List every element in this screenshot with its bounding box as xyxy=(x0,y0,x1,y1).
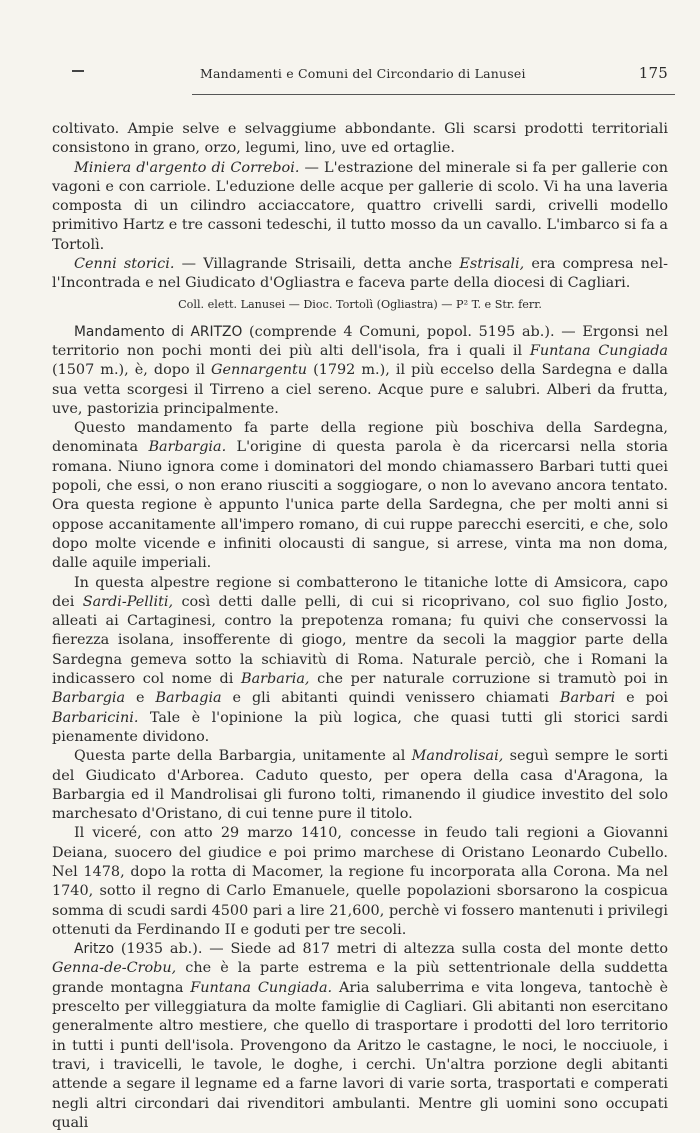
italic-term: Barbaria, xyxy=(241,671,310,688)
paragraph-text: che è la parte estrema e la più settentrionale della suddetta grande montagna xyxy=(52,960,668,996)
paragraph-text: — Villagrande Strisaili, detta anche xyxy=(174,256,460,273)
page-number: 175 xyxy=(638,64,668,82)
italic-term: Sardi-Pelliti, xyxy=(82,593,174,610)
paragraph-text: e xyxy=(125,690,156,707)
italic-term: Estrisali, xyxy=(459,256,525,273)
paragraph-cenni-storici xyxy=(52,255,668,294)
paragraph-text: Tale è l'opinione la più logica, che quasi tutti gli storici sardi pienamente dividono. xyxy=(52,709,668,745)
section-heading: Mandamento di ARITZO xyxy=(74,323,243,340)
italic-term: Gennargentu xyxy=(210,362,308,379)
italic-term: Barbaricini. xyxy=(52,709,139,726)
paragraph-mandamento-aritzo xyxy=(52,323,668,419)
italic-term: Mandrolisai, xyxy=(411,748,504,765)
paragraph-text: — L'estrazione del minerale si fa per gallerie con vagoni e con carriole. L'eduzione delle acque per gallerie di scolo. Vi ha una laveria composta di un cilindro acciaccatore, quattro crivelli sardi, crivelli modello primitivo Hartz e tre cassoni tedeschi, il tutto mosso da un cavallo. L'imbarco si fa a Tortolì. xyxy=(52,159,669,253)
italic-term: Barbargia xyxy=(52,690,126,707)
paragraph-1: coltivato. Ampie selve e selvaggiume abbondante. Gli scarsi prodotti territoriali consistono in grano, orzo, legumi, lino, uve ed ortaglie. xyxy=(52,121,668,157)
running-header xyxy=(52,66,668,86)
paragraph-text: così detti dalle pelli, di cui si ricoprivano, col suo figlio Josto, alleati ai Cartaginesi, contro la prepotenza romana; fu quivi che conservossi la fierezza isolana, insofferente di giogo, mentre da secoli la maggior parte della Sardegna gemeva sotto la schiavitù di Roma. Naturale perciò, che i Romani la indicassero col nome di xyxy=(52,593,669,688)
paragraph-lead: Miniera d'argento di Correboi. xyxy=(74,159,300,176)
italic-term: Barbagia xyxy=(155,690,222,707)
paragraph-barbargia xyxy=(52,419,668,573)
paragraph-text: Questo mandamento fa parte della regione più boschiva della Sardegna, denominata xyxy=(52,420,668,456)
italic-term: Barbari xyxy=(559,690,616,707)
section-heading: Aritzo xyxy=(74,941,115,958)
paragraph-amsicora xyxy=(52,574,668,748)
paragraph-text: In questa alpestre regione si combatterono le titaniche lotte di Amsicora, capo dei xyxy=(52,574,668,610)
paragraph-vicere: Il viceré, con atto 29 marzo 1410, concesse in feudo tali regioni a Giovanni Deiana, suocero del giudice e poi primo marchese di Oristano Leonardo Cubello. Nel 1478, dopo la rotta di Macomer, la regione fu incorporata alla Corona. Ma nel 1740, sotto il regno di Carlo Emanuele, quelle popolazioni sborsarono la cospicua somma di scudi sardi 4500 pari a lire 21,600, perchè vi fossero mantenuti i privilegi ottenuti da Ferdinando II e goduti per tre secoli. xyxy=(52,825,668,938)
paragraph-text: (1935 ab.). — Siede ad 817 metri di altezza sulla costa del monte detto xyxy=(114,941,668,958)
paragraph-text: (1792 m.), il più eccelso della Sardegna e dalla sua vetta scorgesi il Tirreno a ciel sereno. Acque pure e salubri. Alberi da frutta, uve, pastorizia principalmente. xyxy=(52,362,668,417)
paragraph-mandrolisai xyxy=(52,747,668,824)
paragraph-text: e poi xyxy=(615,690,668,707)
paragraph-text: (1507 m.), è, dopo il xyxy=(52,362,211,379)
running-title: Mandamenti e Comuni del Circondario di Lanusei xyxy=(200,66,526,81)
electoral-citation: Coll. elett. Lanusei — Dioc. Tortolì (Ogliastra) — P² T. e Str. ferr. xyxy=(178,297,542,311)
body-text xyxy=(52,120,668,1133)
paragraph-text: seguì sempre le sorti del Giudicato d'Arborea. Caduto questo, per opera della casa d'Aragona, la Barbargia ed il Mandrolisai gli furono tolti, rimanendo il giudice investito del solo marchesato d'Oristano, di cui tenne pure il titolo. xyxy=(52,748,668,823)
paragraph-text: L'origine di questa parola è da ricercarsi nella storia romana. Niuno ignora come i dominatori del mondo chiamassero Barbari tutti quei popoli, che essi, o non erano riusciti a soggiogare, o non lo avevano ancora tentato. Ora questa regione è appunto l'unica parte della Sardegna, che per molti anni si oppose accanitamente all'impero romano, di cui ruppe parecchi eserciti, e che, solo dopo molte vicende e infiniti olocausti di sangue, si arrese, vinta ma non doma, dalle aquile imperiali. xyxy=(52,439,668,572)
paragraph-text: (comprende 4 Comuni, popol. 5195 ab.). — Ergonsi nel territorio non pochi monti dei più alti dell'isola, fra i quali il xyxy=(52,323,668,359)
italic-term: Funtana Cungiada xyxy=(529,342,668,359)
paragraph-text: Questa parte della Barbargia, unitamente al xyxy=(74,748,412,765)
italic-term: Barbargia. xyxy=(148,439,227,456)
italic-term: Genna-de-Crobu, xyxy=(52,960,177,977)
paragraph-text: che per naturale corruzione si tramutò poi in xyxy=(309,671,668,688)
paragraph-text: e gli abitanti quindi venissero chiamati xyxy=(221,690,560,707)
paragraph-aritzo xyxy=(52,940,668,1133)
paragraph-text: era compresa nel-l'Incontrada e nel Giudicato d'Ogliastra e faceva parte della diocesi di Cagliari. xyxy=(52,256,669,292)
italic-term: Funtana Cungiada. xyxy=(190,979,333,996)
paragraph-miniera xyxy=(52,159,668,255)
paragraph-text: Aria saluberrima e vita longeva, tantochè è prescelto per villeggiatura da molte famiglie di Cagliari. Gli abitanti non esercitano generalmente altro mestiere, che quello di trasportare i prodotti del loro territorio in tutti i punti dell'isola. Provengono da Aritzo le castagne, le noci, le nocciuole, i travi, i travicelli, le tavole, le doghe, i cerchi. Un'altra porzione degli abitanti attende a segare il legname ed a farne lavori di varie sorta, trasportati e comperati negli altri circondari dai rivenditori ambulanti. Mentre gli uomini sono occupati quali xyxy=(52,979,668,1131)
header-rule xyxy=(192,94,675,95)
paragraph-lead: Cenni storici. xyxy=(74,256,175,273)
